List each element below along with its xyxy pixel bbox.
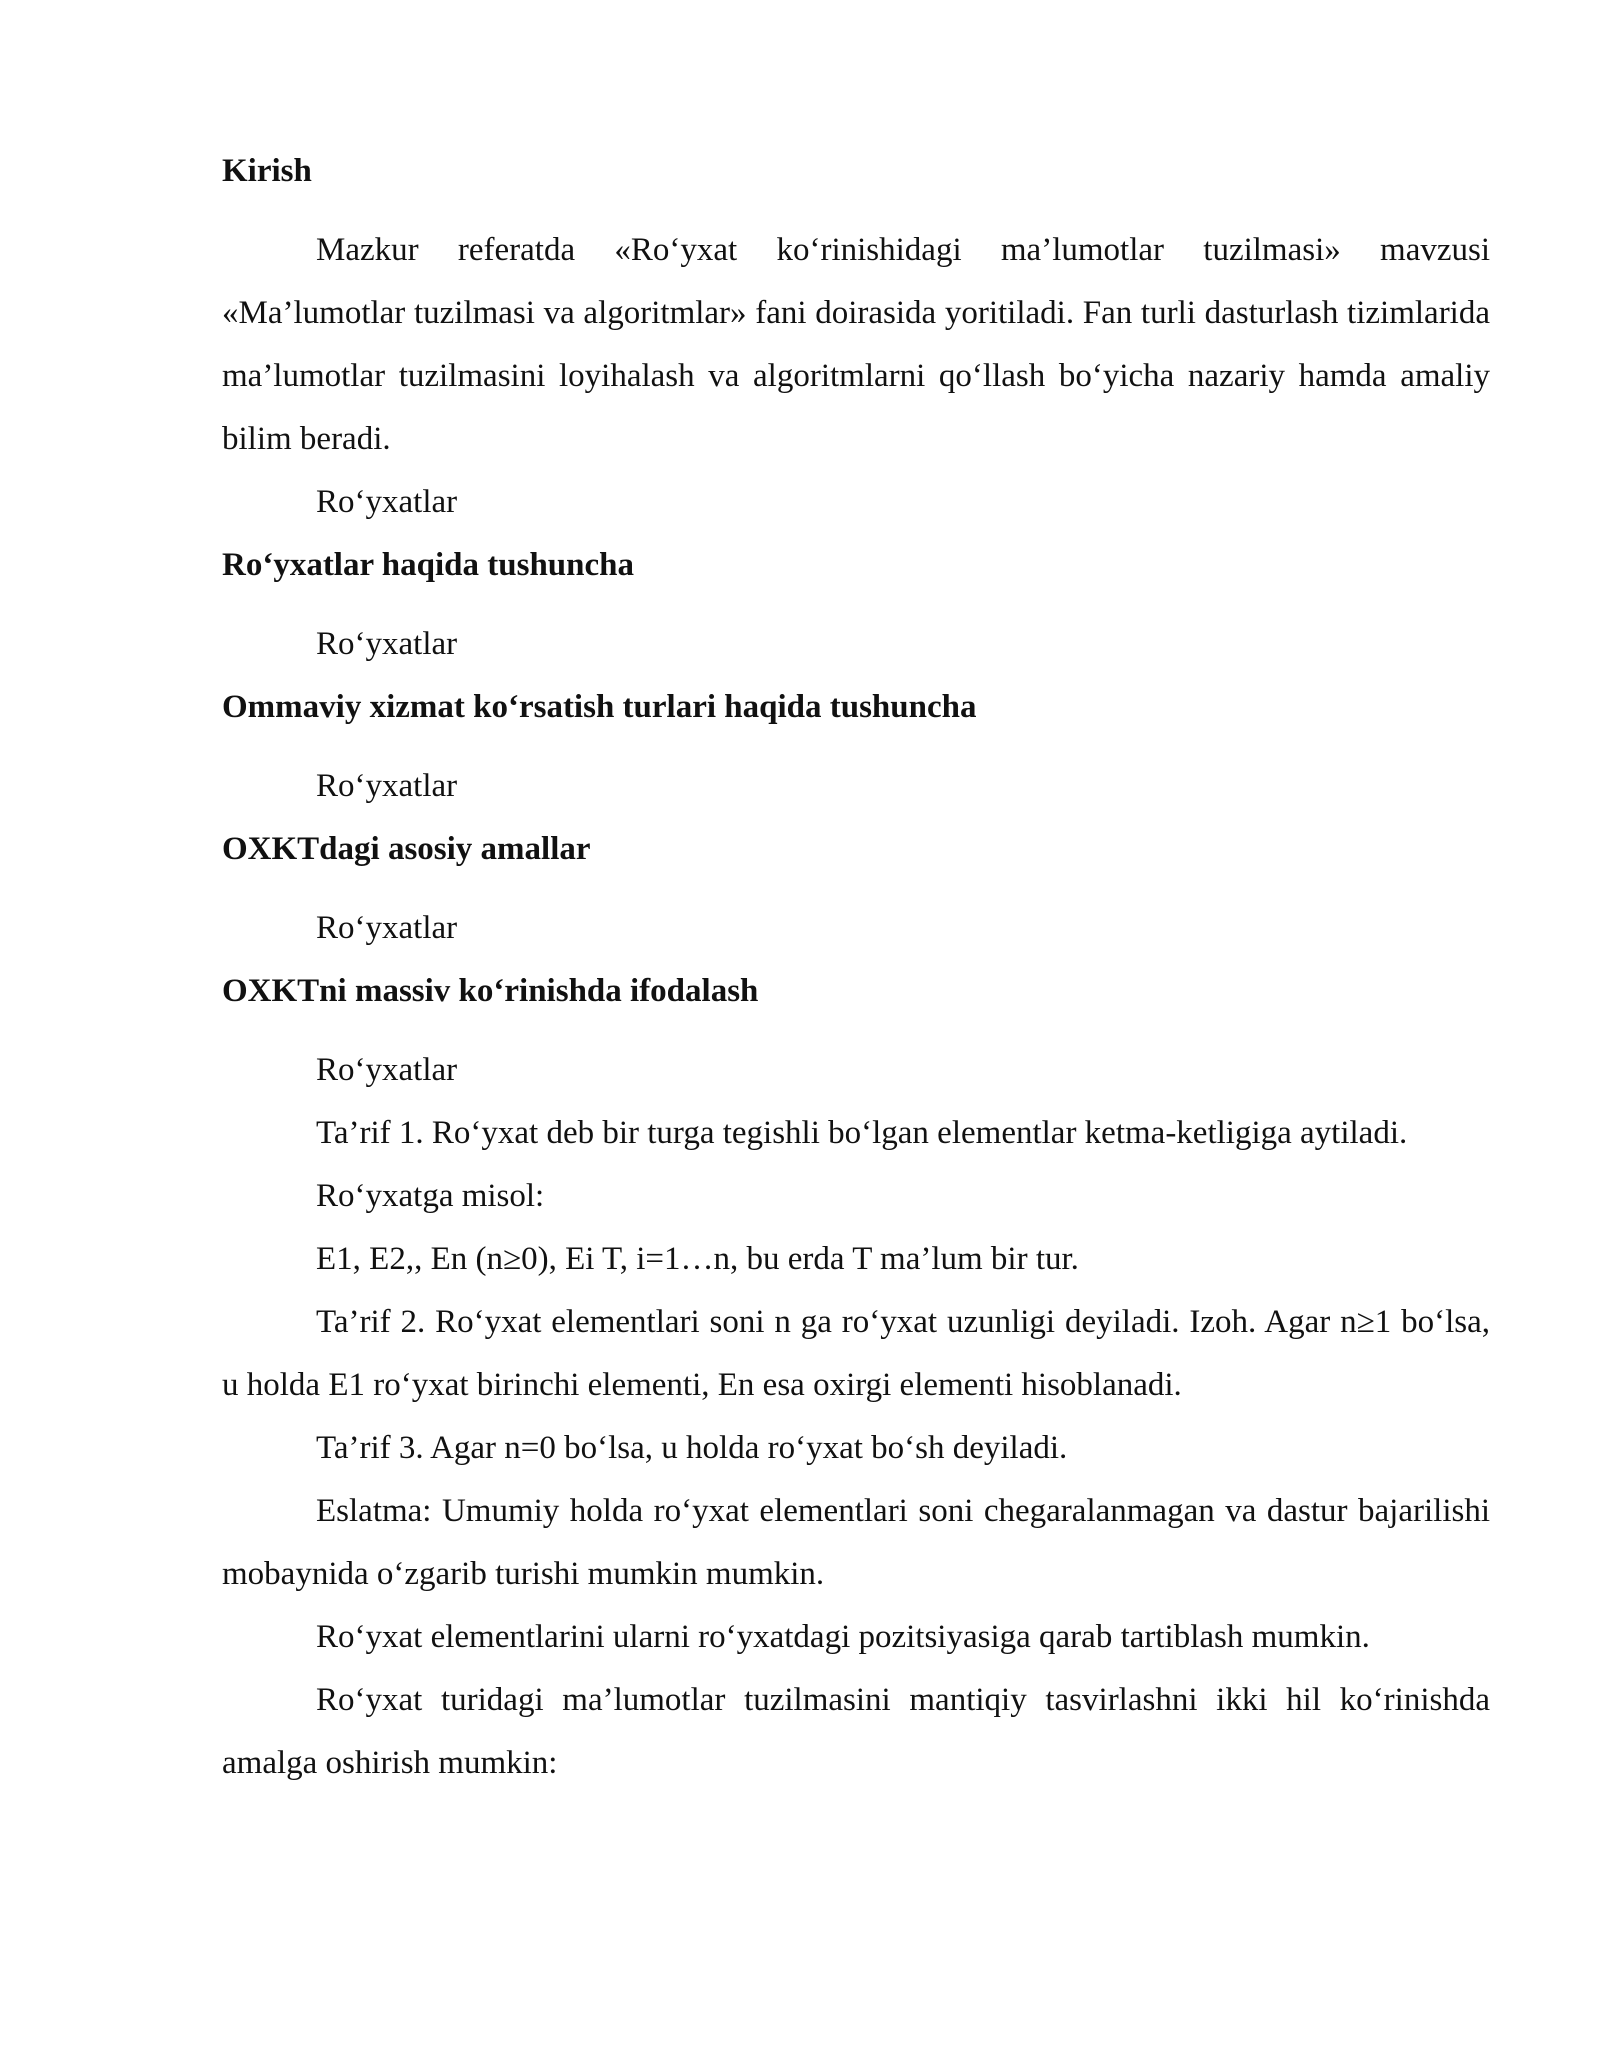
definition-1: Ta’rif 1. Ro‘yxat deb bir turga tegishli bo‘lgan elementlar ketma-ketligiga aytiladi. xyxy=(316,1115,1408,1151)
definition-2: Ta’rif 2. Ro‘yxat elementlari soni n ga ro‘yxat uzunligi deyiladi. Izoh. Agar n≥1 bo‘lsa, u holda E1 ro‘yxat birinchi elementi, En esa oxirgi elementi hisoblanadi. xyxy=(222,1304,1490,1403)
section-label: Ro‘yxatlar xyxy=(316,910,458,946)
note-paragraph: Eslatma: Umumiy holda ro‘yxat elementlari soni chegaralanmagan va dastur bajarilishi mobaynida o‘zgarib turishi mumkin mumkin. xyxy=(222,1493,1490,1592)
section-heading: OXKTni massiv ko‘rinishda ifodalash xyxy=(222,973,759,1009)
intro-paragraph: Mazkur referatda «Ro‘yxat ko‘rinishidagi ma’lumotlar tuzilmasi» mavzusi «Ma’lumotlar tuzilmasi va algoritmlar» fani doirasida yoritiladi. Fan turli dasturlash tizimlarida ma’lumotlar tuzilmasini loyihalash va algoritmlarni qo‘llash bo‘yicha nazariy hamda amaliy bilim beradi. xyxy=(222,232,1490,457)
logic-paragraph: Ro‘yxat turidagi ma’lumotlar tuzilmasini mantiqiy tasvirlashni ikki hil ko‘rinishda amalga oshirish mumkin: xyxy=(222,1682,1490,1781)
section-heading: OXKTdagi asosiy amallar xyxy=(222,831,591,867)
example-text: E1, E2,, En (n≥0), Ei T, i=1…n, bu erda T ma’lum bir tur. xyxy=(316,1241,1079,1277)
section-heading: Ommaviy xizmat ko‘rsatish turlari haqida tushuncha xyxy=(222,689,977,725)
section-label: Ro‘yxatlar xyxy=(316,1052,458,1088)
example-label: Ro‘yxatga misol: xyxy=(316,1178,545,1214)
document-page xyxy=(222,140,1490,1795)
section-label: Ro‘yxatlar xyxy=(316,768,458,804)
section-heading: Ro‘yxatlar haqida tushuncha xyxy=(222,547,635,583)
section-label: Ro‘yxatlar xyxy=(316,484,458,520)
ordering-paragraph: Ro‘yxat elementlarini ularni ro‘yxatdagi pozitsiyasiga qarab tartiblash mumkin. xyxy=(316,1619,1370,1655)
definition-3: Ta’rif 3. Agar n=0 bo‘lsa, u holda ro‘yxat bo‘sh deyiladi. xyxy=(316,1430,1068,1466)
intro-heading: Kirish xyxy=(222,153,312,189)
section-label: Ro‘yxatlar xyxy=(316,626,458,662)
